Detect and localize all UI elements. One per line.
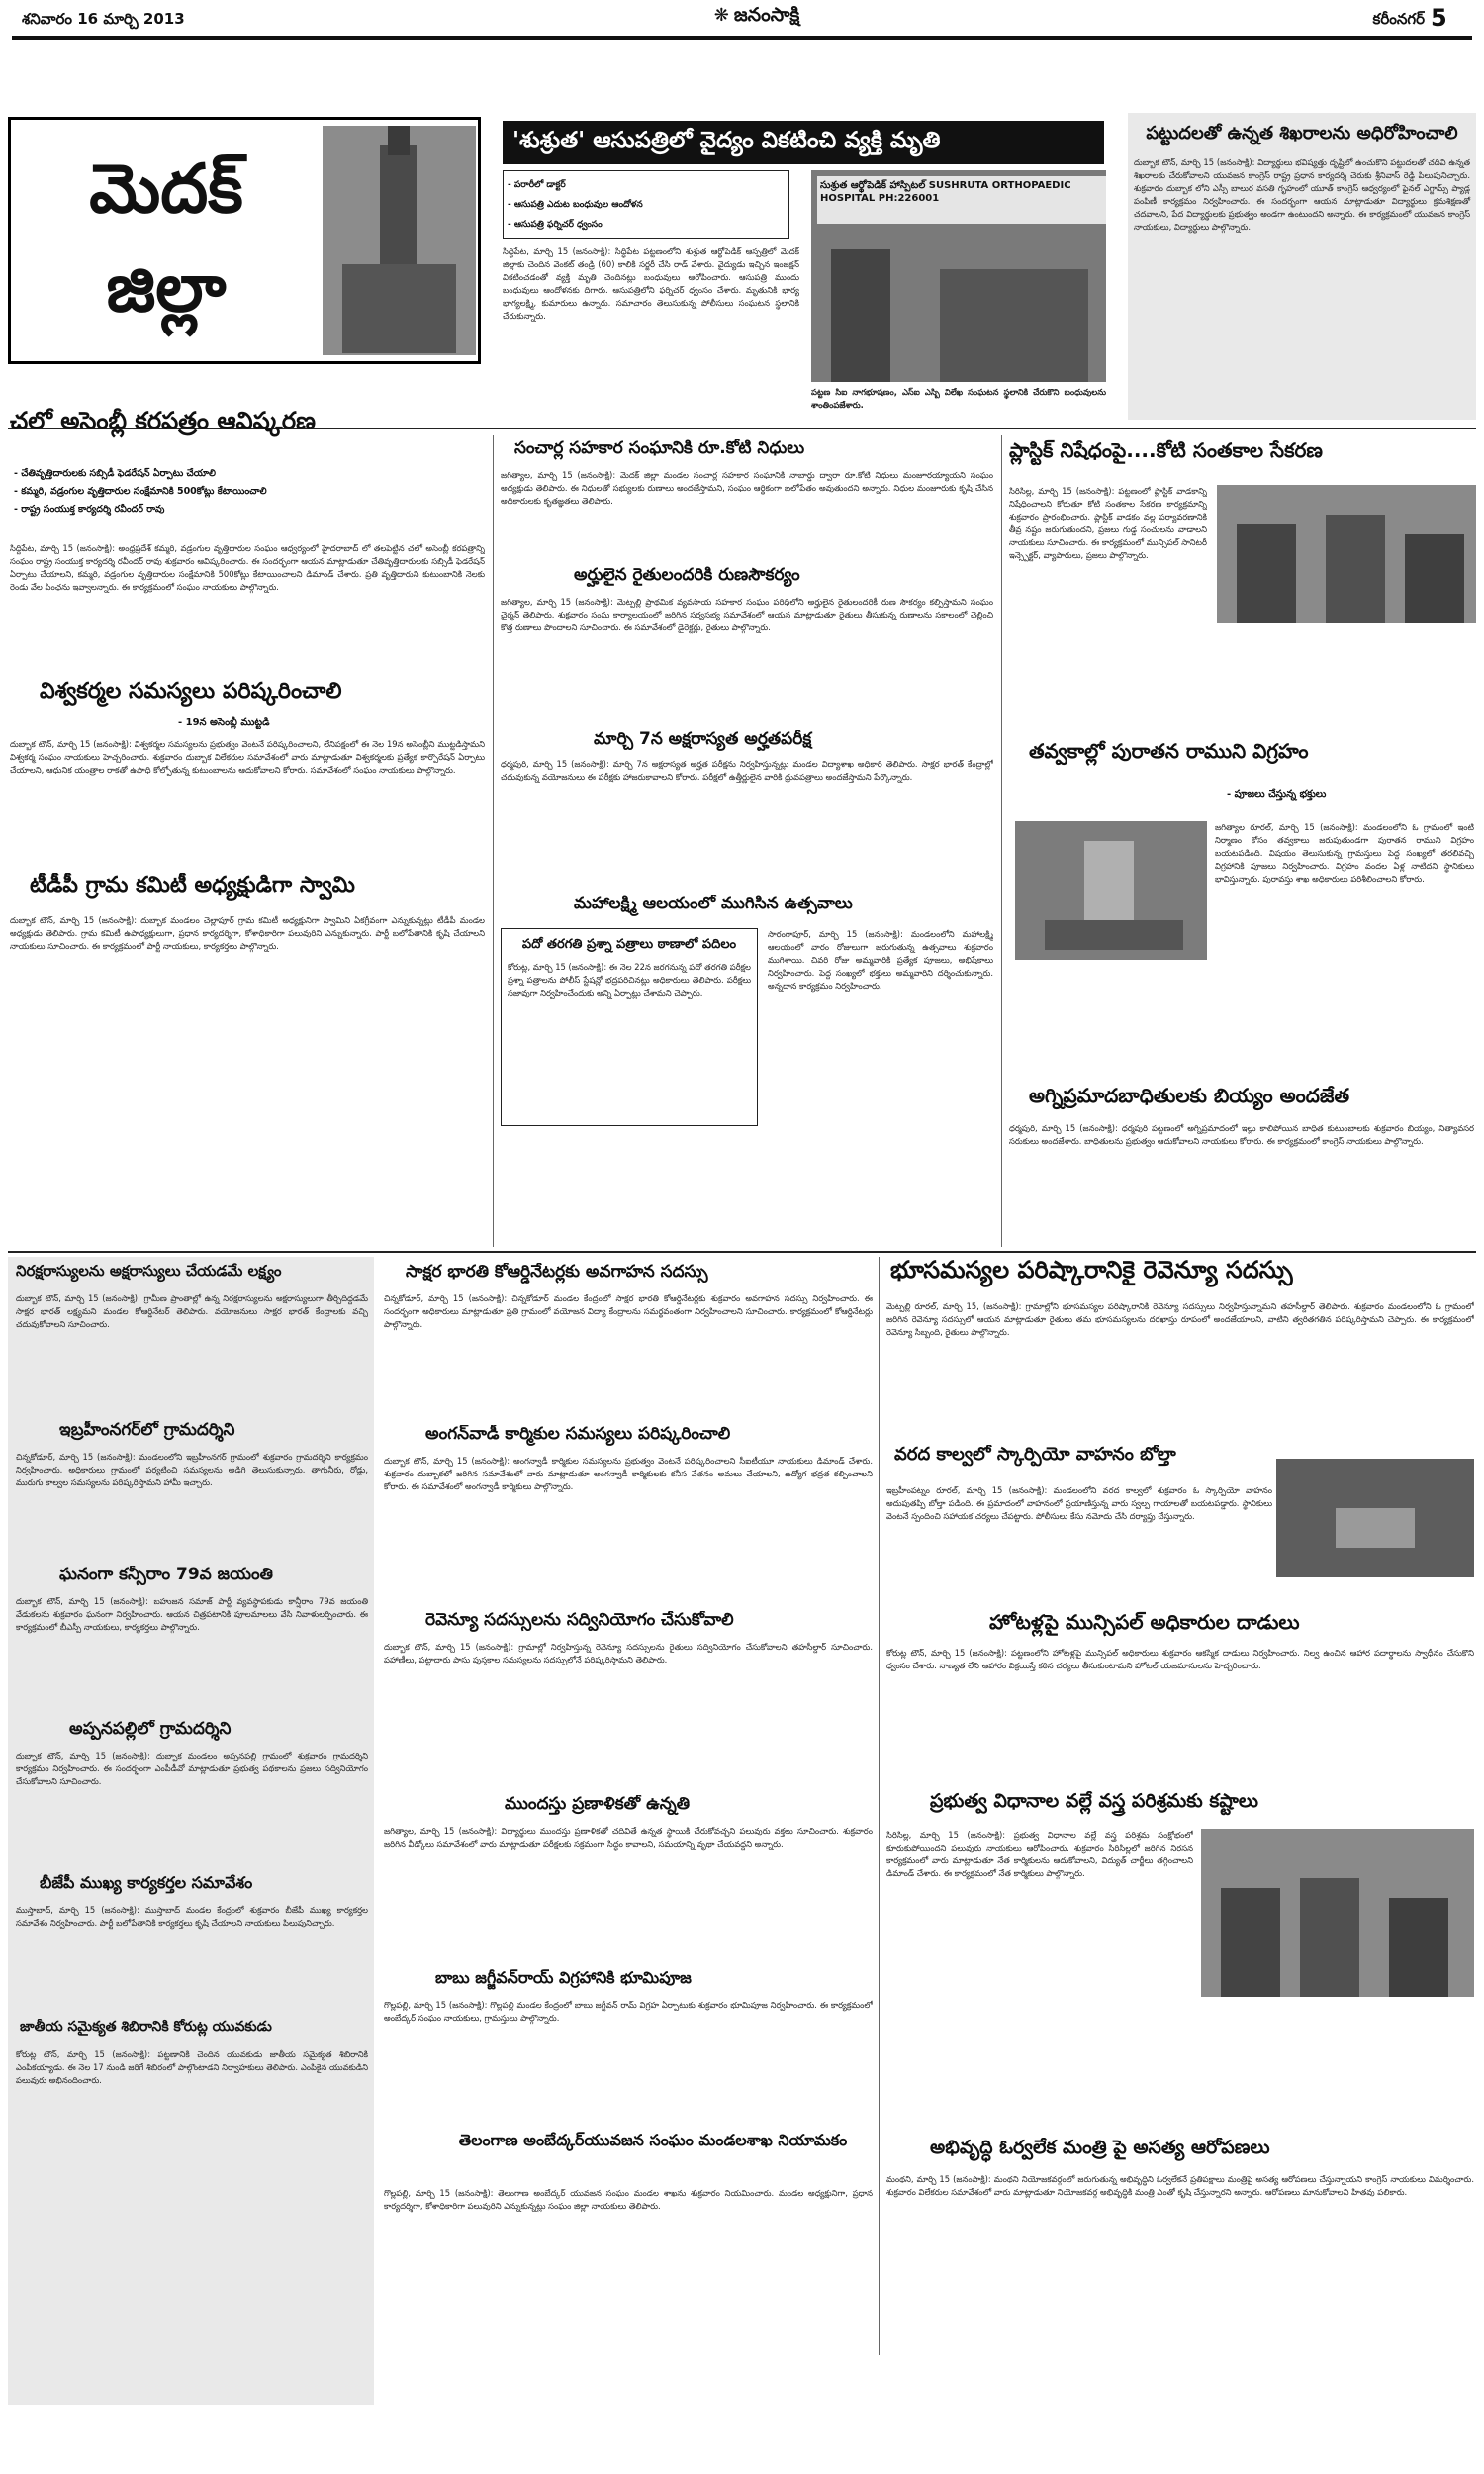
body-a26: కోరుట్ల టౌన్, మార్చి 15 (జనంసాక్షి): పట్టణానికి చెందిన యువకుడు జాతీయ సమైక్యత శిబిరానికి ఎంపికయ్యాడు. ఈ నెల 17 నుండి జరిగే శిబిరంలో పాల్గొంటాడని నిర్వాహకులు తెలిపారు. ఎంపికైన యువకుడిని పలువురు అభినందించారు. [16, 2049, 368, 2085]
subpoint: - చేతివృత్తిదారులకు సబ్సిడీ ఫెడరేషన్ ఏర్పాటు చేయాలి [14, 468, 216, 479]
headline-a13: అగ్నిప్రమాదబాధితులకు బియ్యం అందజేత [1029, 1085, 1350, 1107]
body-a9: ధర్మపురి, మార్చి 15 (జనంసాక్షి): మార్చి 7న అక్షరాస్యత అర్హత పరీక్షను నిర్వహిస్తున్నట్లు మండల విద్యాశాఖ అధికారి తెలిపారు. సాక్షర భారత్ కేంద్రాల్లో చదువుకున్న వయోజనులు ఈ పరీక్షకు హాజరుకావాలని కోరారు. పరీక్షలో ఉత్తీర్ణులైన వారికి ధ్రువపత్రాలు అందజేస్తామని పేర్కొన్నారు. [501, 759, 993, 782]
divider [1001, 435, 1002, 1247]
headline-a2: పట్టుదలతో ఉన్నత శిఖరాలను అధిరోహించాలి [1146, 123, 1458, 143]
page-header [0, 0, 1484, 42]
subpoint: - ఆసుపత్రి ఫర్నిచర్ ధ్వంసం [508, 220, 603, 230]
scorpio-accident-photo [1276, 1459, 1474, 1577]
headline-a7: ప్లాస్టిక్ నిషేధంపై....కోటి సంతకాల సేకరణ [1009, 439, 1323, 462]
headline-a23: బీజేపీ ముఖ్య కార్యకర్తల సమావేశం [40, 1874, 253, 1892]
body-a29: మంథని, మార్చి 15 (జనంసాక్షి): మంథని నియోజకవర్గంలో జరుగుతున్న అభివృద్ధిని ఓర్వలేకనే ప్రతిపక్షాలు మంత్రిపై అసత్య ఆరోపణలు చేస్తున్నాయని కాంగ్రెస్ నాయకులు విమర్శించారు. శుక్రవారం విలేకరుల సమావేశంలో వారు మాట్లాడుతూ నియోజకవర్గ అభివృద్ధికి మంత్రి ఎంతో కృషి చేస్తున్నారని అన్నారు. ఆరోపణలు మానుకోవాలని హితవు పలికారు. [886, 2174, 1474, 2197]
divider [879, 1257, 880, 2355]
body-a11: సారంగాపూర్, మార్చి 15 (జనంసాక్షి): మండలంలోని మహాలక్ష్మి ఆలయంలో వారం రోజులుగా జరుగుతున్న ఉత్సవాలు శుక్రవారం ముగిశాయి. చివరి రోజు అమ్మవారికి ప్రత్యేక పూజలు, అభిషేకాలు నిర్వహించారు. పెద్ద సంఖ్యలో భక్తులు అమ్మవారిని దర్శించుకున్నారు. అన్నదాన కార్యక్రమం నిర్వహించారు. [768, 929, 993, 991]
headline-a20: వరద కాల్వలో స్కార్పియో వాహనం బోల్తా [894, 1445, 1176, 1465]
masthead-logo-icon: ❋ [713, 5, 729, 26]
body-a23: ముస్తాబాద్, మార్చి 15 (జనంసాక్షి): ముస్తాబాద్ మండల కేంద్రంలో శుక్రవారం బీజేపీ ముఖ్య కార్యకర్తల సమావేశం నిర్వహించారు. పార్టీ బలోపేతానికి కార్యకర్తలు కృషి చేయాలని నాయకులు పిలుపునిచ్చారు. [16, 1905, 368, 1928]
headline-a16: భూసమస్యల పరిష్కారానికై రెవెన్యూ సదస్సు [890, 1257, 1293, 1284]
body-a25: జగిత్యాల, మార్చి 15 (జనంసాక్షి): విద్యార్థులు ముందస్తు ప్రణాళికతో చదివితే ఉన్నత స్థాయికి చేరుకోవచ్చని పలువురు వక్తలు సూచించారు. శుక్రవారం జరిగిన వీడ్కోలు సమావేశంలో వారు మాట్లాడుతూ పరీక్షలకు సక్రమంగా సిద్ధం కావాలని, సమయాన్ని వృథా చేయవద్దని అన్నారు. [384, 1826, 873, 1849]
headline-a5: టీడీపీ గ్రామ కమిటీ అధ్యక్షుడిగా స్వామి [30, 873, 355, 898]
headline-a12: పదో తరగతి ప్రశ్నా పత్రాలు ఠాణాలో పదిలం [521, 937, 737, 952]
body-a3: సిద్దిపేట, మార్చి 15 (జనంసాక్షి): అంధ్రప్రదేశ్ కమ్మరి, వడ్రంగుల వృత్తిదారుల సంఘం ఆధ్వర్యంలో హైదరాబాద్ లో తలపెట్టిన చలో అసెంబ్లీ కరపత్రాన్ని సంఘం రాష్ట్ర సంయుక్త కార్యదర్శి రవీందర్ రావు శుక్రవారం ఆవిష్కరించారు. ఈ సందర్భంగా ఆయన మాట్లాడుతూ చేతివృత్తిదారులకు సబ్సిడీ ఫెడరేషన్ ఏర్పాటు చేయాలని, కమ్మరి, వడ్రంగుల వృత్తిదారుల సంక్షేమానికి 500కోట్లు కేటాయించాలని డిమాండ్ చేశారు. ప్రతి వృత్తిదారుని కుటుంబానికి నెలకు రెండు వేల పింఛను ఇవ్వాలన్నారు. ఈ కార్యక్రమంలో సంఘం నాయకులు పాల్గొన్నారు. [10, 543, 485, 592]
body-a4: దుబ్బాక టౌన్, మార్చి 15 (జనంసాక్షి): విశ్వకర్మల సమస్యలను ప్రభుత్వం వెంటనే పరిష్కరించాలని, లేనిపక్షంలో ఈ నెల 19న అసెంబ్లీని ముట్టడిస్తామని విశ్వకర్మ సంఘం నాయకులు హెచ్చరించారు. శుక్రవారం దుబ్బాక విలేకరుల సమావేశంలో వారు మాట్లాడుతూ విశ్వకర్మలకు ప్రత్యేక కార్పొరేషన్ ఏర్పాటు చేయాలని, ఆధునిక యంత్రాల రాకతో ఉపాధి కోల్పోతున్న కుటుంబాలను ఆదుకోవాలని కోరారు. సమావేశంలో సంఘం నాయకులు పాల్గొన్నారు. [10, 739, 485, 775]
headline-a11: మహాలక్ష్మి ఆలయంలో ముగిసిన ఉత్సవాలు [574, 895, 853, 913]
body-a8: జగిత్యాల, మార్చి 15 (జనంసాక్షి): మెట్పల్లి ప్రాథమిక వ్యవసాయ సహకార సంఘం పరిధిలోని అర్హులైన రైతులందరికీ రుణ సౌకర్యం కల్పిస్తామని సంఘం చైర్మన్ తెలిపారు. శుక్రవారం సంఘ కార్యాలయంలో జరిగిన సర్వసభ్య సమావేశంలో ఆయన మాట్లాడుతూ రైతులు తీసుకున్న రుణాలను సకాలంలో చెల్లించి కొత్త రుణాలు పొందాలని సూచించారు. ఈ సమావేశంలో డైరెక్టర్లు, రైతులు పాల్గొన్నారు. [501, 597, 993, 632]
sub-a10: - పూజలు చేస్తున్న భక్తులు [1227, 789, 1327, 800]
body-a6: జగిత్యాల, మార్చి 15 (జనంసాక్షి): మెదక్ జిల్లా మండల సంచార్ల సహకార సంఘానికి నాబార్డు ద్వారా రూ.కోటి నిధులు మంజూరయ్యాయని సంఘం అధ్యక్షుడు తెలిపారు. ఈ నిధులతో సభ్యులకు రుణాలు అందజేస్తామని, సంఘం ఆర్థికంగా బలోపేతం అవుతుందని అన్నారు. నిధుల మంజూరుకు కృషి చేసిన అధికారులకు కృతజ్ఞతలు తెలిపారు. [501, 470, 993, 506]
body-a21: దుబ్బాక టౌన్, మార్చి 15 (జనంసాక్షి): దుబ్బాక మండలం అప్పనపల్లి గ్రామంలో శుక్రవారం గ్రామదర్శిని కార్యక్రమం నిర్వహించారు. ఈ సందర్భంగా ఎంపీడీవో మాట్లాడుతూ ప్రభుత్వ పథకాలను ప్రజలు సద్వినియోగం చేసుకోవాలని సూచించారు. [16, 1751, 368, 1786]
headline-a14: నిరక్షరాస్యులను అక్షరాస్యులు చేయడమే లక్ష్యం [16, 1263, 282, 1280]
divider [493, 435, 494, 1247]
headline-a22: రెవెన్యూ సదస్సులను సద్వినియోగం చేసుకోవాలి [425, 1611, 734, 1630]
hospital-sign: సుశ్రుత ఆర్థోపెడిక్ హాస్పిటల్ SUSHRUTA ORTHOPAEDIC HOSPITAL PH:226001 [817, 176, 1106, 224]
church-photo [323, 126, 476, 355]
body-a2: దుబ్బాక టౌన్, మార్చి 15 (జనంసాక్షి): విద్యార్థులు భవిష్యత్తు దృష్టిలో ఉంచుకొని పట్టుదలతో చదివి ఉన్నత శిఖరాలకు చేరుకోవాలని యువజన కాంగ్రెస్ రాష్ట్ర ప్రధాన కార్యదర్శి చెరుకు శ్రీనివాస్ రెడ్డి పిలుపునిచ్చారు. శుక్రవారం దుబ్బాక లోని ఎస్సీ బాలుర వసతి గృహంలో యూత్ కాంగ్రెస్ ఆధ్వర్యంలో ఫైనల్ ఎగ్జామ్స్ ప్యాడ్ల పంపిణీ కార్యక్రమం నిర్వహించారు. ఈ సందర్భంగా ఆయన మాట్లాడుతూ విద్యార్థులు క్రమశిక్షణతో చదవాలని, పేద విద్యార్థులకు ప్రభుత్వం అండగా ఉంటుందని అన్నారు. ఈ కార్యక్రమంలో యువజన కాంగ్రెస్ నాయకులు, విద్యార్థులు పాల్గొన్నారు. [1134, 157, 1470, 232]
body-a30: గొల్లపల్లి, మార్చి 15 (జనంసాక్షి): తెలంగాణ అంబేద్కర్ యువజన సంఘం మండల శాఖను శుక్రవారం నియమించారు. మండల అధ్యక్షునిగా, ప్రధాన కార్యదర్శిగా, కోశాధికారిగా పలువురిని ఎన్నుకున్నట్లు సంఘం జిల్లా నాయకులు తెలిపారు. [384, 2188, 873, 2211]
body-a13: ధర్మపురి, మార్చి 15 (జనంసాక్షి): ధర్మపురి పట్టణంలో అగ్నిప్రమాదంలో ఇల్లు కాలిపోయిన బాధిత కుటుంబాలకు శుక్రవారం బియ్యం, నిత్యావసర సరుకులు అందజేశారు. బాధితులను ప్రభుత్వం ఆదుకోవాలని నాయకులు కోరారు. ఈ కార్యక్రమంలో కాంగ్రెస్ నాయకులు పాల్గొన్నారు. [1009, 1123, 1474, 1146]
textile-protest-photo [1201, 1829, 1474, 1997]
headline-a4: విశ్వకర్మల సమస్యలు పరిష్కరించాలి [40, 679, 342, 704]
subpoints-a1 [503, 170, 789, 239]
headline-a6: సంచార్ల సహకార సంఘానికి రూ.కోటి నిధులు [514, 439, 805, 458]
rule [8, 1251, 1476, 1253]
headline-a3: చలో అసెంబ్లీ కరపత్రం ఆవిష్కరణ [10, 407, 316, 434]
headline-a28: బాబు జగ్జీవన్‌రాయ్ విగ్రహానికి భూమిపూజ [435, 1969, 692, 1987]
body-a16: మెట్పల్లి రూరల్, మార్చి 15, (జనంసాక్షి): గ్రామాల్లోని భూసమస్యల పరిష్కారానికి రెవెన్యూ సదస్సులు నిర్వహిస్తున్నామని తహసీల్దార్ తెలిపారు. శుక్రవారం మండలంలోని ఓ గ్రామంలో జరిగిన రెవెన్యూ సదస్సులో ఆయన మాట్లాడుతూ రైతులు తమ భూసమస్యలను దరఖాస్తు రూపంలో అందజేయాలని, వాటిని త్వరితగతిన పరిష్కరిస్తామని చెప్పారు. ఈ కార్యక్రమంలో రెవెన్యూ సిబ్బంది, రైతులు పాల్గొన్నారు. [886, 1301, 1474, 1337]
body-a1: సిద్ధిపేట, మార్చి 15 (జనంసాక్షి): సిద్ధిపేట పట్టణంలోని శుశ్రుత ఆర్థోపెడిక్ ఆస్పత్రిలో మెదక్ జిల్లాకు చెందిన వెంకట్ తండ్రి (60) కాలికి సర్జరీ చేసి రాడ్ వేశారు. వైద్యుడు ఇచ్చిన ఇంజక్షన్ వికటించడంతో వ్యక్తి మృతి చెందినట్లు బంధువులు ఆరోపించారు. ఆసుపత్రి ముందు బంధువులు ఆందోళనకు దిగారు. ఆసుపత్రిలోని ఫర్నిచర్ ధ్వంసం చేశారు. మృతునికి భార్య భాగ్యలక్ష్మి, కుమారులు ఉన్నారు. సమాచారం తెలుసుకున్న పోలీసులు సంఘటన స్థలానికి చేరుకున్నారు. [503, 246, 799, 321]
body-a15: చిన్నకోడూర్, మార్చి 15 (జనంసాక్షి): చిన్నకోడూర్ మండల కేంద్రంలో సాక్షర భారతి కోఆర్డినేటర్లకు శుక్రవారం అవగాహన సదస్సు నిర్వహించారు. ఈ సందర్భంగా అధికారులు మాట్లాడుతూ ప్రతి గ్రామంలో వయోజన విద్యా కేంద్రాలను సమర్థవంతంగా నిర్వహించాలని సూచించారు. కార్యక్రమంలో కోఆర్డినేటర్లు పాల్గొన్నారు. [384, 1293, 873, 1329]
headline-a24: హోటళ్లపై మున్సిపల్ అధికారుల దాడులు [989, 1611, 1300, 1634]
body-a28: గొల్లపల్లి, మార్చి 15 (జనంసాక్షి): గొల్లపల్లి మండల కేంద్రంలో బాబు జగ్జీవన్ రామ్ విగ్రహ ఏర్పాటుకు శుక్రవారం భూమిపూజ నిర్వహించారు. ఈ కార్యక్రమంలో అంబేద్కర్ సంఘం నాయకులు, గ్రామస్తులు పాల్గొన్నారు. [384, 2000, 873, 2023]
masthead [673, 4, 841, 34]
body-a27: సిరిసిల్ల, మార్చి 15 (జనంసాక్షి): ప్రభుత్వ విధానాల వల్లే వస్త్ర పరిశ్రమ సంక్షోభంలో కూరుకుపోయిందని పలువురు నాయకులు ఆరోపించారు. శుక్రవారం సిరిసిల్లలో జరిగిన నిరసన కార్యక్రమంలో వారు మాట్లాడుతూ నేత కార్మికులను ఆదుకోవాలని, విద్యుత్ చార్జీలు తగ్గించాలని డిమాండ్ చేశారు. ఈ కార్యక్రమంలో నేత కార్మికులు పాల్గొన్నారు. [886, 1830, 1193, 1878]
header-edition: కరీంనగర్ [1372, 10, 1425, 28]
page-number: 5 [1431, 4, 1447, 32]
body-a7: సిరిసిల్ల, మార్చి 15 (జనంసాక్షి): పట్టణంలో ప్లాస్టిక్ వాడకాన్ని నిషేధించాలని కోరుతూ కోటి సంతకాల సేకరణ కార్యక్రమాన్ని శుక్రవారం ప్రారంభించారు. ప్లాస్టిక్ వాడకం వల్ల పర్యావరణానికి తీవ్ర నష్టం జరుగుతుందని, ప్రజలు గుడ్డ సంచులను వాడాలని నాయకులు సూచించారు. ఈ కార్యక్రమంలో మున్సిపల్ సానిటరీ ఇన్స్పెక్టర్, వ్యాపారులు, ప్రజలు పాల్గొన్నారు. [1009, 486, 1207, 560]
body-a19: దుబ్బాక టౌన్, మార్చి 15 (జనంసాక్షి): బహుజన సమాజ్ పార్టీ వ్యవస్థాపకుడు కాన్షీరాం 79వ జయంతి వేడుకలను శుక్రవారం ఘనంగా నిర్వహించారు. ఆయన చిత్రపటానికి పూలమాలలు వేసి నివాళులర్పించారు. ఈ కార్యక్రమంలో బీఎస్పీ నాయకులు, కార్యకర్తలు పాల్గొన్నారు. [16, 1596, 368, 1632]
hospital-photo [811, 170, 1106, 382]
headline-a10: తవ్వకాల్లో పురాతన రాముని విగ్రహం [1029, 740, 1309, 763]
header-date: శనివారం 16 మార్చి 2013 [22, 10, 185, 28]
headline-a15: సాక్షర భారతి కోఆర్డినేటర్లకు అవగాహన సదస్సు [406, 1263, 708, 1282]
article-a2 [1128, 113, 1476, 420]
masthead-title: జనంసాక్షి [733, 4, 800, 26]
header-rule [12, 36, 1472, 40]
signature-campaign-photo [1217, 485, 1476, 623]
body-a18: దుబ్బాక టౌన్, మార్చి 15 (జనంసాక్షి): అంగన్వాడీ కార్మికుల సమస్యలను ప్రభుత్వం వెంటనే పరిష్కరించాలని సీఐటీయూ నాయకులు డిమాండ్ చేశారు. శుక్రవారం దుబ్బాకలో జరిగిన సమావేశంలో వారు మాట్లాడుతూ అంగన్వాడీ కార్మికులకు కనీస వేతనం అమలు చేయాలని, ఉద్యోగ భద్రత కల్పించాలని కోరారు. ఈ సమావేశంలో అంగన్వాడీ కార్మికులు పాల్గొన్నారు. [384, 1456, 873, 1491]
medak-title-box [8, 117, 481, 364]
body-a12: కోరుట్ల, మార్చి 15 (జనంసాక్షి): ఈ నెల 22న జరగనున్న పదో తరగతి పరీక్షల ప్రశ్నా పత్రాలను పోలీస్ స్టేషన్లో భద్రపరిచినట్లు అధికారులు తెలిపారు. పరీక్షలు సజావుగా నిర్వహించేందుకు అన్ని ఏర్పాట్లు చేశామని చెప్పారు. [508, 962, 751, 998]
body-a10: జగిత్యాల రూరల్, మార్చి 15 (జనంసాక్షి): మండలంలోని ఓ గ్రామంలో ఇంటి నిర్మాణం కోసం తవ్వకాలు జరుపుతుండగా పురాతన రాముని విగ్రహం బయటపడింది. విషయం తెలుసుకున్న గ్రామస్తులు పెద్ద సంఖ్యలో తరలివచ్చి విగ్రహానికి పూజలు నిర్వహించారు. విగ్రహం వందల ఏళ్ల నాటిదని స్థానికులు భావిస్తున్నారు. పురావస్తు శాఖ అధికారులు పరిశీలించాలని కోరారు. [1215, 822, 1474, 884]
subpoints-a3 [14, 465, 485, 534]
subpoint: - రాష్ట్ర సంయుక్త కార్యదర్శి రవీందర్ రావు [14, 504, 165, 515]
body-a22: దుబ్బాక టౌన్, మార్చి 15 (జనంసాక్షి): గ్రామాల్లో నిర్వహిస్తున్న రెవెన్యూ సదస్సులను రైతులు సద్వినియోగం చేసుకోవాలని తహసీల్దార్ సూచించారు. పహాణీలు, పట్టాదారు పాసు పుస్తకాల సమస్యలను సదస్సులోనే పరిష్కరిస్తామని తెలిపారు. [384, 1642, 873, 1665]
headline-a25: ముందస్తు ప్రణాళికతో ఉన్నతి [505, 1795, 691, 1814]
headline-a27: ప్రభుత్వ విధానాల వల్లే వస్త్ర పరిశ్రమకు కష్టాలు [930, 1791, 1258, 1812]
body-a17: చిన్నకోడూర్, మార్చి 15 (జనంసాక్షి): మండలంలోని ఇబ్రహీంనగర్ గ్రామంలో శుక్రవారం గ్రామదర్శిని కార్యక్రమం నిర్వహించారు. అధికారులు గ్రామంలో పర్యటించి సమస్యలను అడిగి తెలుసుకున్నారు. తాగునీరు, రోడ్లు, మురుగు కాల్వల సమస్యలను పరిష్కరిస్తామని హామీ ఇచ్చారు. [16, 1452, 368, 1487]
sub-a4: - 19న అసెంబ్లీ ముట్టడి [178, 717, 270, 728]
ram-idol-photo [1015, 821, 1207, 960]
subpoint: - పరారీలో డాక్టర్ [508, 180, 566, 190]
headline-a19: ఘనంగా కన్సీరాం 79వ జయంతి [59, 1566, 273, 1584]
article-a12 [501, 928, 758, 1126]
headline-a18: అంగన్‌వాడీ కార్మికుల సమస్యలు పరిష్కరించాలి [425, 1425, 731, 1444]
body-a20: ఇబ్రహీంపట్నం రూరల్, మార్చి 15 (జనంసాక్షి): మండలంలోని వరద కాల్వలో శుక్రవారం ఓ స్కార్పియో వాహనం అదుపుతప్పి బోల్తా పడింది. ఈ ప్రమాదంలో వాహనంలో ప్రయాణిస్తున్న వారు స్వల్ప గాయాలతో బయటపడ్డారు. స్థానికులు వెంటనే స్పందించి సహాయక చర్యలు చేపట్టారు. పోలీసులు కేసు నమోదు చేసి దర్యాప్తు చేస్తున్నారు. [886, 1485, 1272, 1521]
headline-a8: అర్హులైన రైతులందరికి రుణసౌకర్యం [574, 566, 800, 585]
headline-a29: అభివృద్ధి ఓర్వలేక మంత్రి పై అసత్య ఆరోపణలు [930, 2138, 1270, 2158]
body-a14: దుబ్బాక టౌన్, మార్చి 15 (జనంసాక్షి): గ్రామీణ ప్రాంతాల్లో ఉన్న నిరక్షరాస్యులను అక్షరాస్యులుగా తీర్చిదిద్దడమే సాక్షర భారత్ లక్ష్యమని మండల కోఆర్డినేటర్ తెలిపారు. వయోజనులు సాక్షర భారత్ కేంద్రాలకు వచ్చి చదువుకోవాలని సూచించారు. [16, 1293, 368, 1329]
medak-title-text: మెదక్ జిల్లా [89, 149, 243, 328]
headline-a1: 'శుశ్రుత' ఆసుపత్రిలో వైద్యం వికటించి వ్యక్తి మృతి [503, 121, 1104, 164]
headline-a26: జాతీయ సమైక్యత శిబిరానికి కోరుట్ల యువకుడు [20, 2019, 272, 2035]
headline-a9: మార్చి 7న అక్షరాస్యత అర్హతపరీక్ష [594, 730, 812, 749]
body-a24: కోరుట్ల టౌన్, మార్చి 15 (జనంసాక్షి): పట్టణంలోని హోటళ్లపై మున్సిపల్ అధికారులు శుక్రవారం ఆకస్మిక దాడులు నిర్వహించారు. నిల్వ ఉంచిన ఆహార పదార్థాలను స్వాధీనం చేసుకొని ధ్వంసం చేశారు. నాణ్యత లేని ఆహారం విక్రయిస్తే కఠిన చర్యలు తీసుకుంటామని హోటల్ యజమానులను హెచ్చరించారు. [886, 1648, 1474, 1670]
body-a5: దుబ్బాక టౌన్, మార్చి 15 (జనంసాక్షి): దుబ్బాక మండలం చెల్లాపూర్ గ్రామ కమిటీ అధ్యక్షునిగా స్వామిని ఏకగ్రీవంగా ఎన్నుకున్నట్లు టీడీపీ మండల అధ్యక్షుడు తెలిపారు. గ్రామ కమిటీ ఉపాధ్యక్షులుగా, ప్రధాన కార్యదర్శిగా, కోశాధికారిగా పలువురిని ఎన్నుకున్నారు. పార్టీ బలోపేతానికి కృషి చేయాలని నాయకులు సూచించారు. ఈ కార్యక్రమంలో పార్టీ నాయకులు, కార్యకర్తలు పాల్గొన్నారు. [10, 915, 485, 951]
headline-a30: తెలంగాణ అంబేద్కర్‌యువజన సంఘం మండలశాఖ నియామకం [458, 2131, 848, 2149]
subpoint: - కమ్మరి, వడ్రంగుల వృత్తిదారుల సంక్షేమానికి 500కోట్లు కేటాయించాలి [14, 486, 267, 497]
headline-a17: ఇబ్రహీంనగర్‌లో గ్రామదర్శిని [59, 1421, 235, 1440]
subpoint: - ఆసుపత్రి ఎదుట బంధువుల ఆందోళన [508, 200, 643, 210]
headline-a21: అప్పనపల్లిలో గ్రామదర్శిని [69, 1720, 232, 1739]
caption-a1: పట్టణ సిఐ నాగభూషణం, ఎస్ఐ ఎస్బి విలేఖ సంఘటన స్థలానికి చేరుకొని బంధువులను శాంతింపజేశారు. [811, 387, 1106, 410]
